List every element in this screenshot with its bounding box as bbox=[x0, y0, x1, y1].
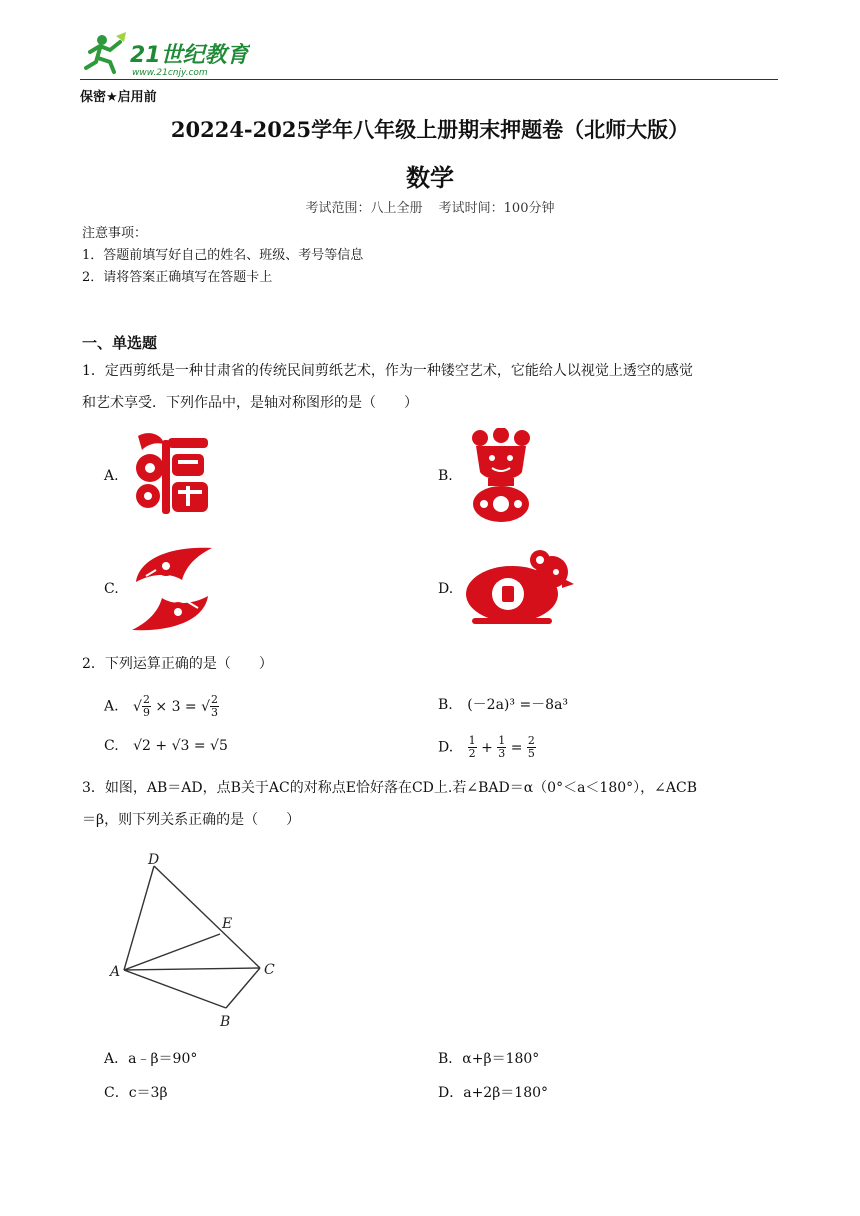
point-e-label: E bbox=[222, 916, 233, 932]
q3-option-b: B．α+β＝180° bbox=[438, 1051, 540, 1067]
q3-option-d: D．a+2β＝180° bbox=[438, 1085, 549, 1101]
logo-url: www.21cnjy.com bbox=[132, 68, 208, 78]
note-item: 2．请将答案正确填写在答题卡上 bbox=[82, 270, 273, 285]
q1-line1: 1．定西剪纸是一种甘肃省的传统民间剪纸艺术，作为一种镂空艺术，它能给人以视觉上透空的感觉 bbox=[82, 363, 693, 379]
exam-info bbox=[0, 197, 860, 216]
q2-option-d-label: D. bbox=[438, 739, 454, 756]
exam-time: 考试时间：100分钟 bbox=[438, 201, 555, 216]
q2-option-d bbox=[438, 735, 536, 760]
q2-option-b-label: B. bbox=[438, 697, 453, 713]
q3-line2: ＝β，则下列关系正确的是（ ） bbox=[82, 812, 301, 828]
section-title: 一、单选题 bbox=[82, 334, 158, 352]
q3-option-a: A．a﹣β＝90° bbox=[104, 1051, 198, 1067]
q2-option-b bbox=[438, 694, 568, 714]
runner-icon bbox=[86, 32, 126, 72]
notes-heading: 注意事项： bbox=[82, 226, 148, 241]
note-item: 1．答题前填写好自己的姓名、班级、考号等信息 bbox=[82, 248, 364, 263]
secret-label: 保密★启用前 bbox=[80, 90, 157, 105]
q2-option-d-expr: $\frac{1}{2}$ + $\frac{1}{3}$ = $\frac{2}{5}$ bbox=[468, 734, 535, 760]
q3-option-c: C．c＝3β bbox=[104, 1085, 168, 1101]
site-logo bbox=[80, 30, 250, 78]
geometry-figure bbox=[104, 846, 284, 1032]
q2-option-a bbox=[104, 694, 219, 719]
q1-option-b-label: B. bbox=[438, 468, 453, 484]
papercut-fish-image bbox=[126, 542, 218, 636]
q2-option-c bbox=[104, 738, 228, 754]
q2-option-b-expr: (－2a)³ =－8a³ bbox=[467, 697, 569, 713]
exam-title: 20224-2025学年八年级上册期末押题卷（北师大版） bbox=[170, 117, 690, 142]
papercut-fu-image bbox=[128, 430, 214, 518]
point-c-label: C bbox=[264, 962, 275, 978]
point-a-label: A bbox=[110, 964, 121, 980]
papercut-rat-image bbox=[462, 548, 574, 628]
header-rule bbox=[80, 79, 778, 80]
q2-stem: 2．下列运算正确的是（ ） bbox=[82, 656, 273, 672]
q2-option-a-label: A. bbox=[104, 698, 119, 715]
logo-text: 21世纪教育 bbox=[130, 43, 249, 68]
point-b-label: B bbox=[220, 1014, 231, 1030]
exam-scope: 考试范围：八上全册 bbox=[305, 201, 423, 216]
q3-line1: 3．如图，AB＝AD，点B关于AC的对称点E恰好落在CD上.若∠BAD＝α（0°＜a＜180°），∠ACB bbox=[82, 780, 697, 796]
q1-option-c-label: C. bbox=[104, 581, 119, 597]
q2-option-c-expr: √2 + √3 = √5 bbox=[133, 738, 228, 754]
q2-option-a-expr: √ $\frac{2}{9}$ × 3 = √ $\frac{2}{3}$ bbox=[133, 693, 219, 719]
q1-option-a-label: A. bbox=[104, 468, 119, 484]
q1-line2: 和艺术享受．下列作品中，是轴对称图形的是（ ） bbox=[82, 395, 418, 411]
point-d-label: D bbox=[148, 852, 160, 868]
papercut-figure-image bbox=[468, 428, 534, 522]
exam-subject: 数学 bbox=[406, 164, 454, 192]
q2-option-c-label: C. bbox=[104, 738, 119, 754]
q1-option-d-label: D. bbox=[438, 581, 454, 597]
